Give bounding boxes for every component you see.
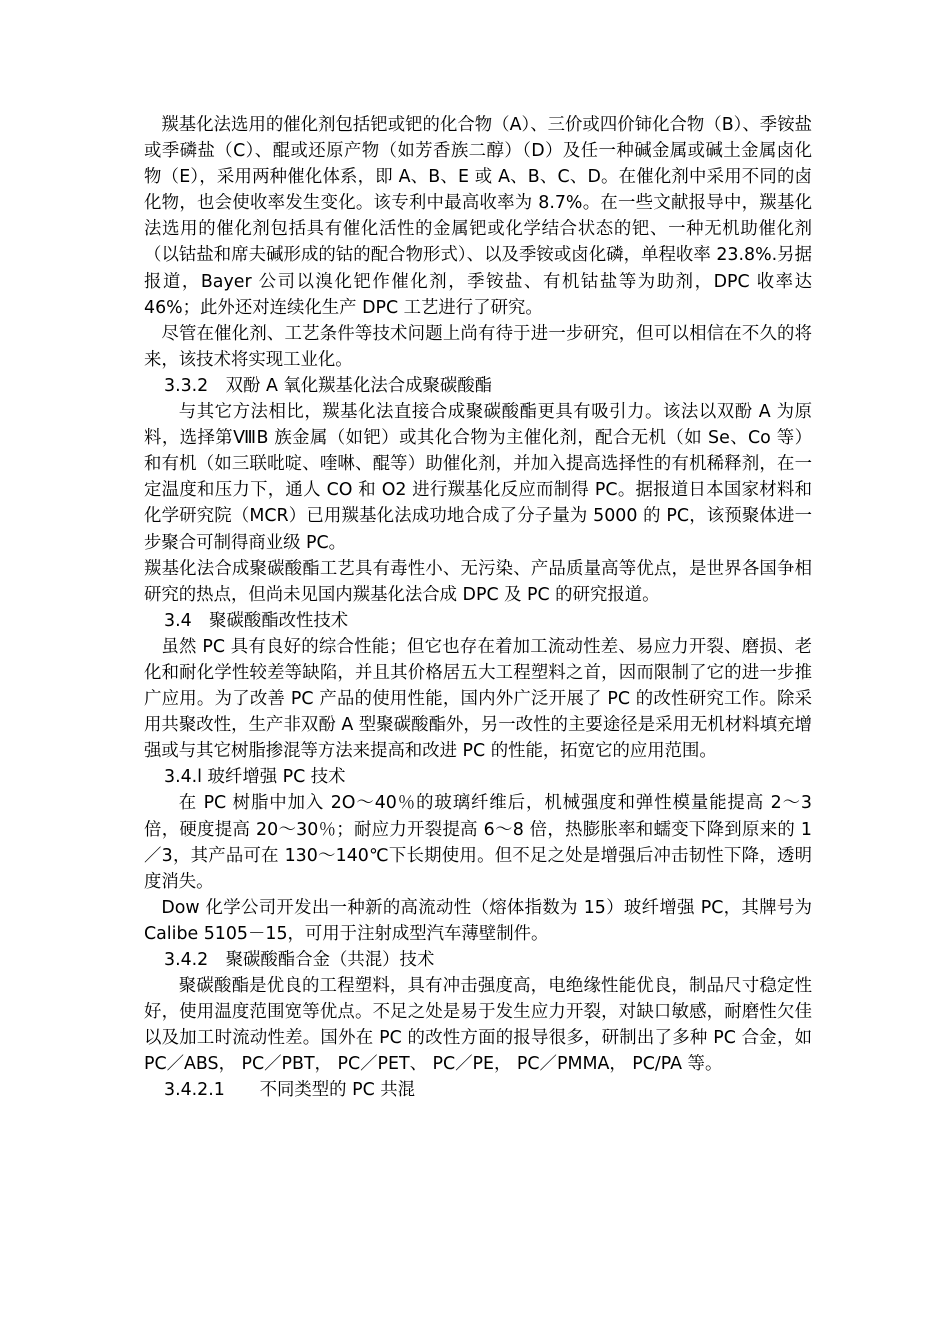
heading-3-4: 3.4 聚碳酸酯改性技术 [164,610,349,631]
heading-3-4-2-1: 3.4.2.1 不同类型的 PC 共混 [164,1080,416,1101]
heading-3-3-2: 3.3.2 双酚 A 氧化羰基化法合成聚碳酸酯 [164,375,493,396]
heading-3-4-2: 3.4.2 聚碳酸酯合金（共混）技术 [164,950,435,970]
heading-3-4-1: 3.4.l 玻纤增强 PC 技术 [164,767,346,788]
paragraph-glass-fiber: 在 PC 树脂中加入 2O～40％的玻璃纤维后，机械强度和弹性模量能提高 2～3 倍，硬度提高 20～30％；耐应力开裂提高 6～8 倍，热膨胀率和蠕变下降到原来的 1／3，其产品可在 130～140℃下长期使用。但不足之处是增强后冲击韧性下降，透明度消失。 [144,793,812,892]
paragraph-industrialization: 尽管在催化剂、工艺条件等技术问题上尚有待于进一步研究，但可以相信在不久的将来，该技术将实现工业化。 [144,323,812,370]
paragraph-direct-carbonylation: 与其它方法相比，羰基化法直接合成聚碳酸酯更具有吸引力。该法以双酚 A 为原料，选择第ⅧB 族金属（如钯）或其化合物为主催化剂，配合无机（如 Se、Co 等）和有机（如三联吡啶、喹啉、醌等）助催化剂，并加入提高选择性的有机稀释剂，在一定温度和压力下，通人 CO 和 O2 进行羰基化反应而制得 PC。据报道日本国家材料和化学研究院（MCR）已用羰基化法成功地合成了分子量为 5000 的 PC，该预聚体进一步聚合可制得商业级 PC。 [144,402,812,553]
paragraph-pc-alloys: 聚碳酸酯是优良的工程塑料，具有冲击强度高，电绝缘性能优良，制品尺寸稳定性好，使用温度范围宽等优点。不足之处是易于发生应力开裂，对缺口敏感，耐磨性欠佳以及加工时流动性差。国外在 PC 的改性方面的报导很多，研制出了多种 PC 合金，如 PC／ABS， PC／PBT， PC／PET、 PC／PE， PC／PMMA， PC/PA 等。 [144,976,812,1075]
paragraph-dow-calibe: Dow 化学公司开发出一种新的高流动性（熔体指数为 15）玻纤增强 PC，其牌号为 Calibe 5105－15，可用于注射成型汽车薄壁制件。 [144,897,812,944]
document-page [144,112,812,1104]
paragraph-pc-modification: 虽然 PC 具有良好的综合性能；但它也存在着加工流动性差、易应力开裂、磨损、老化和耐化学性较差等缺陷，并且其价格居五大工程塑料之首，因而限制了它的进一步推广应用。为了改善 PC 产品的使用性能，国内外广泛开展了 PC 的改性研究工作。除采用共聚改性，生产非双酚 A 型聚碳酸酯外，另一改性的主要途径是采用无机材料填充增强或与其它树脂掺混等方法来提高和改进 PC 的性能，拓宽它的应用范围。 [144,636,812,762]
paragraph-carbonylation-advantages: 羰基化法合成聚碳酸酯工艺具有毒性小、无污染、产品质量高等优点，是世界各国争相研究的热点，但尚未见国内羰基化法合成 DPC 及 PC 的研究报道。 [144,558,812,605]
paragraph-catalyst-systems: 羰基化法选用的催化剂包括钯或钯的化合物（A）、三价或四价铈化合物（B）、季铵盐或季磷盐（C）、醌或还原产物（如芳香族二醇）（D）及任一种碱金属或碱土金属卤化物（E），采用两种催化体系，即 A、B、E 或 A、B、C、D。在催化剂中采用不同的卤化物，也会使收率发生变化。该专利中最高收率为 8.7%。在一些文献报导中，羰基化法选用的催化剂包括具有催化活性的金属钯或化学结合状态的钯、一种无机助催化剂（以钴盐和席夫碱形成的钴的配合物形式）、以及季铵或卤化磷，单程收率 23.8%.另据报道，Bayer 公司以溴化钯作催化剂，季铵盐、有机钴盐等为助剂，DPC 收率达 46%；此外还对连续化生产 DPC 工艺进行了研究。 [144,115,812,318]
